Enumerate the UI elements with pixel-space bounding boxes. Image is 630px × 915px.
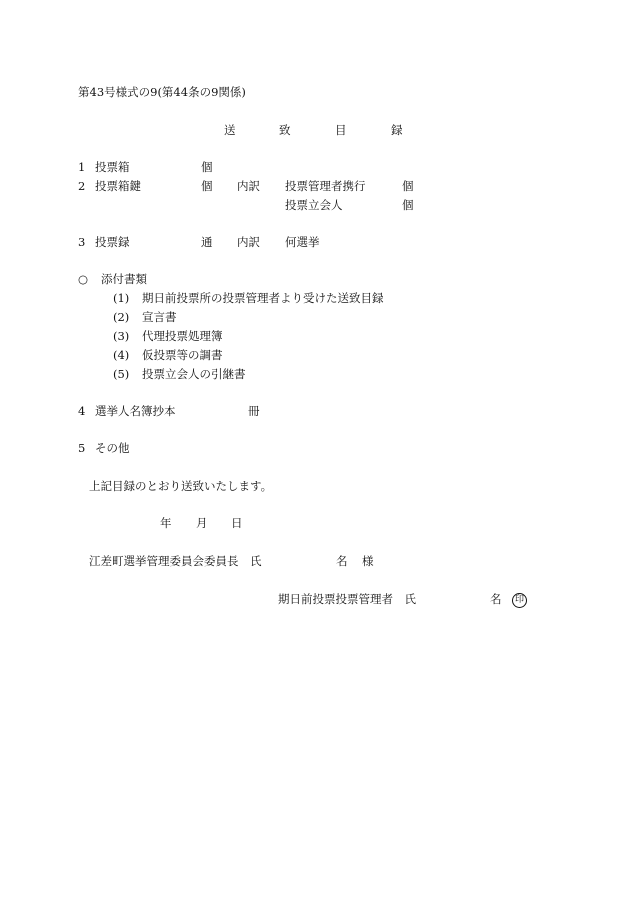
item-number: 5 [78, 441, 86, 455]
list-text: 期日前投票所の投票管理者より受けた送致目録 [142, 291, 384, 305]
breakdown-label: 内訳 [237, 235, 260, 249]
sender-title: 期日前投票投票管理者 氏 [278, 592, 416, 606]
item-number: 2 [78, 179, 86, 193]
date-year: 年 [160, 516, 172, 530]
title-char: 送 [224, 123, 236, 137]
title-char: 目 [335, 123, 347, 137]
list-number: (2) [113, 310, 130, 324]
circle-mark: ○ [78, 272, 89, 286]
item-unit: 個 [201, 160, 213, 174]
item-unit: 冊 [248, 404, 260, 418]
list-text: 投票立会人の引継書 [142, 367, 246, 381]
form-id: 第43号様式の9(第44条の9関係) [78, 85, 246, 99]
item-label: 投票録 [95, 235, 130, 249]
addressee-title: 江差町選挙管理委員会委員長 氏 [89, 554, 262, 568]
item-number: 4 [78, 404, 86, 418]
date-month: 月 [196, 516, 208, 530]
list-number: (4) [113, 348, 130, 362]
item-label: 投票箱 [95, 160, 130, 174]
statement: 上記目録のとおり送致いたします。 [89, 479, 273, 493]
sub-item-label: 投票管理者携行 [285, 179, 366, 193]
date-day: 日 [231, 516, 243, 530]
list-text: 仮投票等の調書 [142, 348, 223, 362]
item-label: 選挙人名簿抄本 [95, 404, 176, 418]
addressee-name-label: 名 [336, 554, 348, 568]
sender-name-label: 名 [490, 592, 502, 606]
list-text: 代理投票処理簿 [142, 329, 223, 343]
item-number: 3 [78, 235, 86, 249]
list-number: (3) [113, 329, 130, 343]
list-number: (5) [113, 367, 130, 381]
list-text: 宣言書 [142, 310, 177, 324]
sub-item-unit: 個 [402, 179, 414, 193]
list-number: (1) [113, 291, 130, 305]
title-char: 録 [391, 123, 403, 137]
sub-item-label: 何選挙 [285, 235, 320, 249]
title-char: 致 [279, 123, 291, 137]
item-unit: 通 [201, 235, 213, 249]
addressee-honorific: 様 [362, 554, 374, 568]
item-label: 投票箱鍵 [95, 179, 141, 193]
breakdown-label: 内訳 [237, 179, 260, 193]
item-unit: 個 [201, 179, 213, 193]
attachments-label: 添付書類 [101, 272, 147, 286]
sub-item-label: 投票立会人 [285, 198, 343, 212]
item-label: その他 [95, 441, 130, 455]
sub-item-unit: 個 [402, 198, 414, 212]
item-number: 1 [78, 160, 86, 174]
seal-icon: 印 [512, 593, 527, 608]
